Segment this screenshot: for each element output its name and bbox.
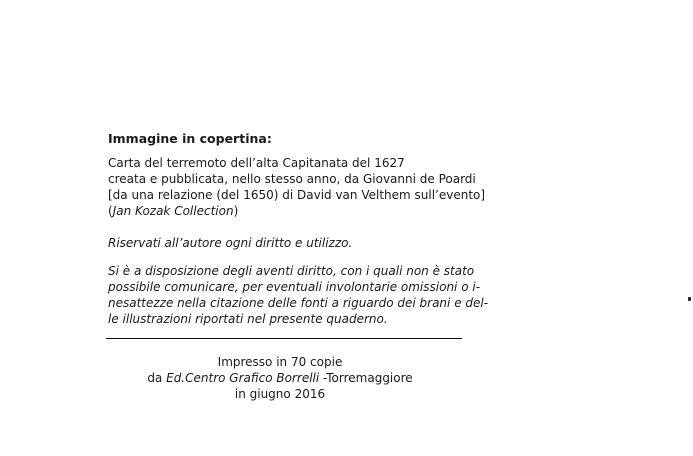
- cover-description-line: [da una relazione (del 1650) di David van Velthem sull’evento]: [108, 188, 486, 202]
- printer-prefix: da: [147, 371, 167, 385]
- horizontal-divider: [106, 338, 462, 339]
- print-run-line: Impresso in 70 copie: [217, 355, 343, 369]
- notice-line: nesattezze nella citazione delle fonti a riguardo dei brani e del-: [108, 296, 489, 310]
- credit-collection-name: Jan Kozak Collection: [112, 204, 234, 218]
- credit-close-paren: ): [233, 204, 239, 218]
- copyright-notice: [108, 263, 578, 327]
- cover-description-line: Carta del terremoto dell’alta Capitanata del 1627: [108, 156, 405, 170]
- printer-line: [130, 370, 430, 386]
- print-date-line: in giugno 2016: [234, 387, 326, 401]
- cover-description-line: creata e pubblicata, nello stesso anno, da Giovanni de Poardi: [108, 172, 476, 186]
- rights-reserved-text: Riservati all’autore ogni diritto e utilizzo.: [108, 236, 353, 250]
- printer-location: -Torremaggiore: [319, 371, 413, 385]
- scan-speck: [688, 297, 691, 301]
- cover-image-description: [108, 155, 578, 219]
- colophon: [130, 354, 430, 402]
- printer-name: Ed.Centro Grafico Borrelli: [166, 371, 320, 385]
- credit-open-paren: (: [108, 204, 113, 218]
- cover-credit-line: [108, 203, 578, 219]
- notice-line: possibile comunicare, per eventuali involontarie omissioni o i-: [108, 280, 481, 294]
- cover-image-heading: Immagine in copertina:: [108, 131, 272, 146]
- notice-line: Si è a disposizione degli aventi diritto, con i quali non è stato: [108, 264, 475, 278]
- notice-line: le illustrazioni riportati nel presente quaderno.: [108, 312, 388, 326]
